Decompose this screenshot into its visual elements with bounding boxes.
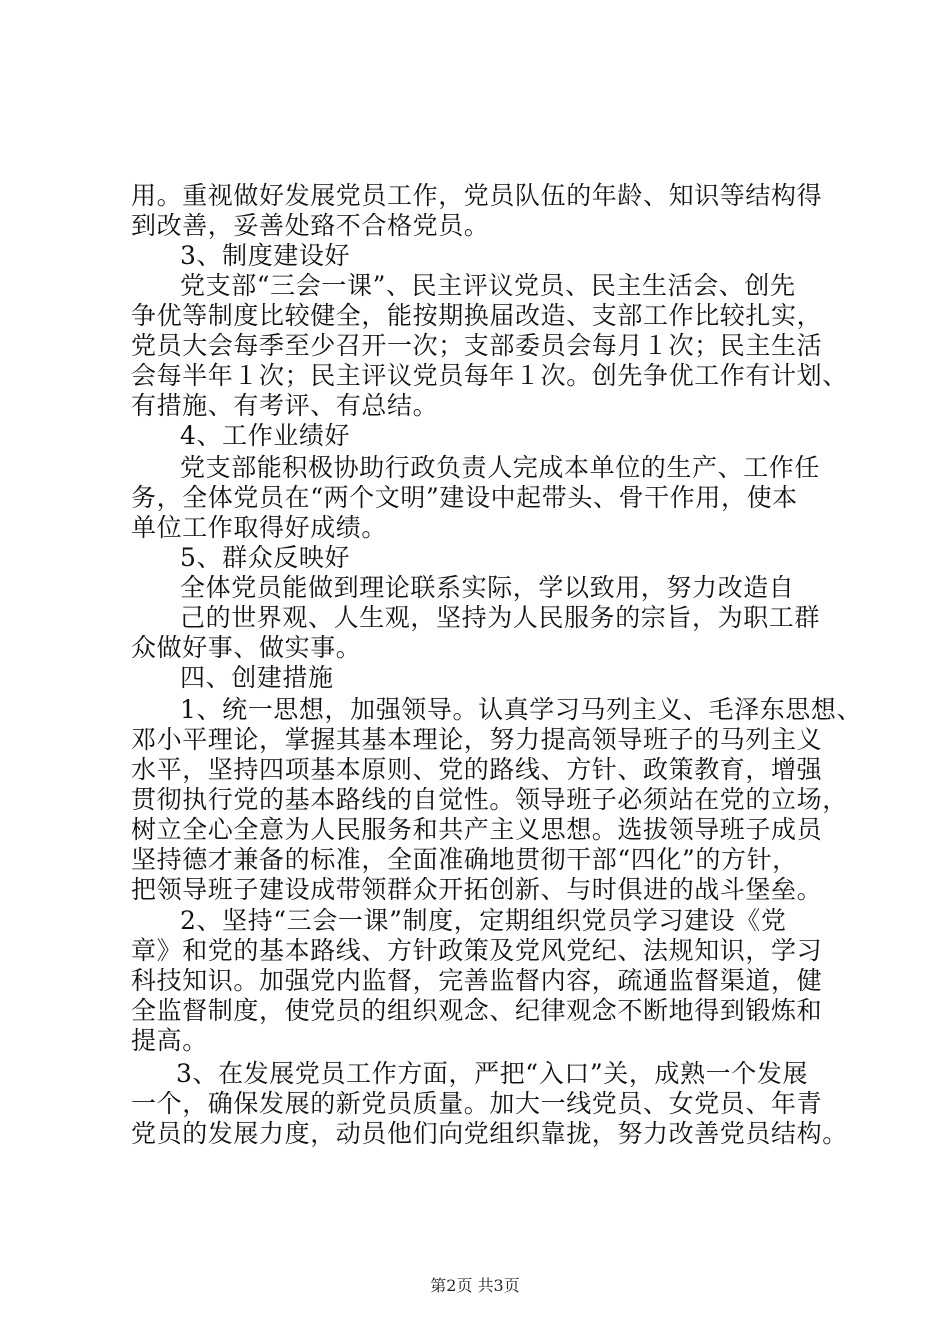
body-line: 坚持德才兼备的标准，全面准确地贯彻干部“四化”的方针， — [131, 845, 798, 874]
section-heading: 5、群众反映好 — [180, 543, 351, 572]
body-line: 邓小平理论，掌握其基本理论，努力提高领导班子的马列主义 — [131, 725, 823, 754]
body-line: 提高。 — [131, 1026, 208, 1055]
page-number: 第2页 共3页 — [430, 1276, 520, 1295]
body-line: 树立全心全意为人民服务和共产主义思想。选拔领导班子成员 — [131, 815, 823, 844]
body-line: 党员的发展力度，动员他们向党组织靠拢，努力改善党员结构。 — [131, 1119, 848, 1148]
body-line: 务，全体党员在“两个文明”建设中起带头、骨干作用，使本 — [131, 483, 798, 512]
body-line: 全体党员能做到理论联系实际，学以致用，努力改造自 — [180, 573, 795, 602]
section-heading: 3、制度建设好 — [180, 241, 351, 270]
section-heading: 四、创建措施 — [180, 663, 334, 692]
body-line: 争优等制度比较健全，能按期换届改造、支部工作比较扎实， — [131, 301, 823, 330]
body-line: 单位工作取得好成绩。 — [131, 513, 388, 542]
body-line: 到改善，妥善处臵不合格党员。 — [131, 211, 490, 240]
body-line: 3、在发展党员工作方面，严把“入口”关，成熟一个发展 — [176, 1059, 809, 1088]
page-footer — [0, 1276, 950, 1296]
section-heading: 4、工作业绩好 — [180, 421, 351, 450]
body-line: 1、统一思想，加强领导。认真学习马列主义、毛泽东思想、 — [180, 695, 863, 724]
body-line: 党支部“三会一课”、民主评议党员、民主生活会、创先 — [180, 271, 796, 300]
body-line: 贯彻执行党的基本路线的自觉性。领导班子必须站在党的立场， — [131, 785, 848, 814]
body-line: 会每半年１次；民主评议党员每年１次。创先争优工作有计划、 — [131, 361, 848, 390]
body-line: 有措施、有考评、有总结。 — [131, 391, 439, 420]
body-line: 2、坚持“三会一课”制度，定期组织党员学习建设《党 — [180, 906, 787, 935]
body-line: 水平，坚持四项基本原则、党的路线、方针、政策教育，增强 — [131, 755, 823, 784]
body-line: 章》和党的基本路线、方针政策及党风党纪、法规知识，学习 — [131, 936, 823, 965]
body-line: 众做好事、做实事。 — [131, 633, 362, 662]
body-line: 用。重视做好发展党员工作，党员队伍的年龄、知识等结构得 — [131, 181, 823, 210]
body-line: 一个，确保发展的新党员质量。加大一线党员、女党员、年青 — [131, 1089, 823, 1118]
body-line: 党员大会每季至少召开一次；支部委员会每月１次；民主生活 — [131, 331, 823, 360]
body-line: 全监督制度，使党员的组织观念、纪律观念不断地得到锻炼和 — [131, 996, 823, 1025]
body-line: 科技知识。加强党内监督，完善监督内容，疏通监督渠道，健 — [131, 966, 823, 995]
body-line: 把领导班子建设成带领群众开拓创新、与时俱进的战斗堡垒。 — [131, 875, 823, 904]
body-line: 党支部能积极协助行政负责人完成本单位的生产、工作任 — [180, 453, 821, 482]
body-line: 己的世界观、人生观，坚持为人民服务的宗旨，为职工群 — [180, 603, 821, 632]
